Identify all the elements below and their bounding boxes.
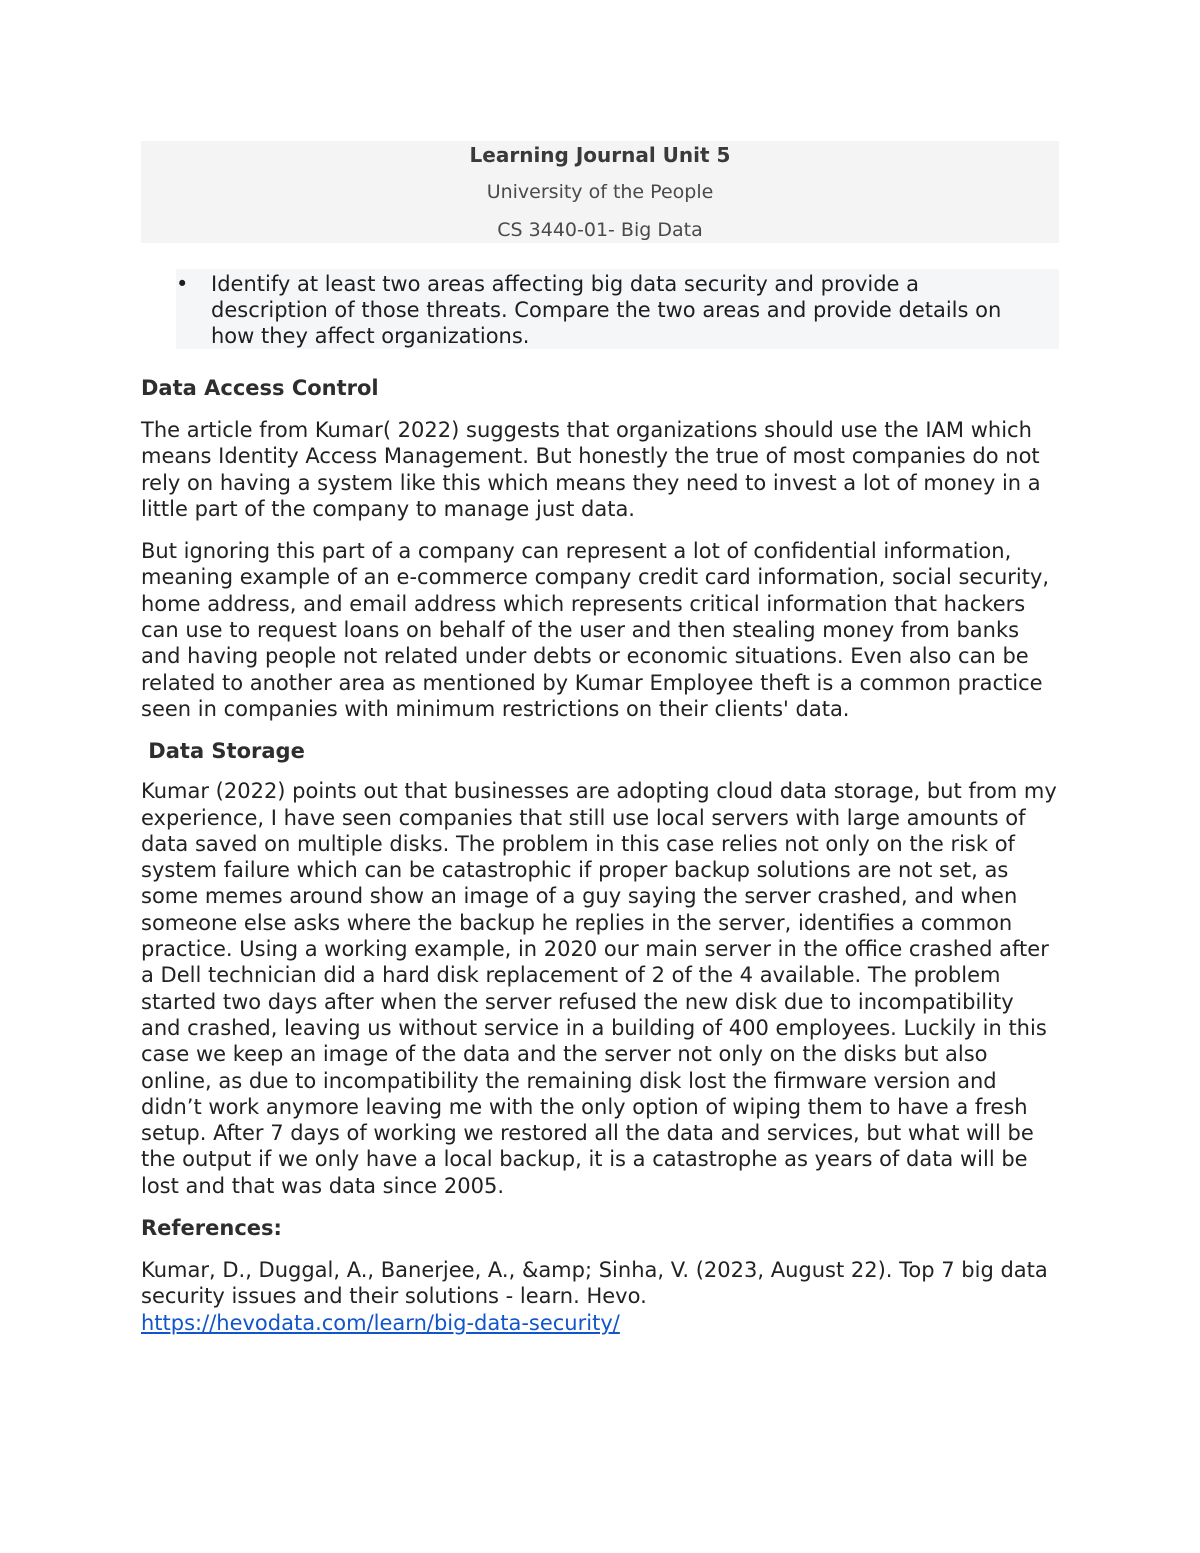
section-heading-access-control: Data Access Control <box>141 376 379 400</box>
reference-entry <box>141 1257 1059 1336</box>
reference-citation: Kumar, D., Duggal, A., Banerjee, A., &amp; Sinha, V. (2023, August 22). Top 7 big data security issues and their solutions - learn. Hevo. <box>141 1258 1048 1309</box>
document-title: Learning Journal Unit 5 <box>469 143 731 167</box>
paragraph-data-storage: Kumar (2022) points out that businesses are adopting cloud data storage, but from my experience, I have seen companies that still use local servers with large amounts of data saved on multiple disks. The problem in this case relies not only on the risk of system failure which can be catastrophic if proper backup solutions are not set, as some memes around show an image of a guy saying the server crashed, and when someone else asks where the backup he replies in the server, identifies a common practice. Using a working example, in 2020 our main server in the office crashed after a Dell technician did a hard disk replacement of 2 of the 4 available. The problem started two days after when the server refused the new disk due to incompatibility and crashed, leaving us without service in a building of 400 employees. Luckily in this case we keep an image of the data and the server not only on the disks but also online, as due to incompatibility the remaining disk lost the firmware version and didn’t work anymore leaving me with the only option of wiping them to have a fresh setup. After 7 days of working we restored all the data and services, but what will be the output if we only have a local backup, it is a catastrophe as years of data will be lost and that was data since 2005. <box>141 779 1057 1198</box>
paragraph-access-control-2: But ignoring this part of a company can represent a lot of confidential information, meaning example of an e-commerce company credit card information, social security, home address, and email address which represents critical information that hackers can use to request loans on behalf of the user and then stealing money from banks and having people not related under debts or economic situations. Even also can be related to another area as mentioned by Kumar Employee theft is a common practice seen in companies with minimum restrictions on their clients' data. <box>141 539 1050 721</box>
paragraph-access-control-1: The article from Kumar( 2022) suggests that organizations should use the IAM which means Identity Access Management. But honestly the true of most companies do not rely on having a system like this which means they need to invest a lot of money in a little part of the company to manage just data. <box>141 418 1041 521</box>
title-block <box>141 141 1059 243</box>
section-heading-data-storage: Data Storage <box>141 739 305 764</box>
university-name: University of the People <box>486 181 714 203</box>
reference-link[interactable]: https://hevodata.com/learn/big-data-security/ <box>141 1310 620 1335</box>
document-page <box>141 141 1059 1336</box>
prompt-text: Identify at least two areas affecting big data security and provide a description of those threats. Compare the two areas and provide details on how they affect organizations. <box>211 272 1002 348</box>
references-heading: References: <box>141 1216 282 1241</box>
course-name: CS 3440-01- Big Data <box>497 219 703 241</box>
bullet-icon: • <box>176 272 189 296</box>
assignment-prompt <box>176 269 1059 349</box>
